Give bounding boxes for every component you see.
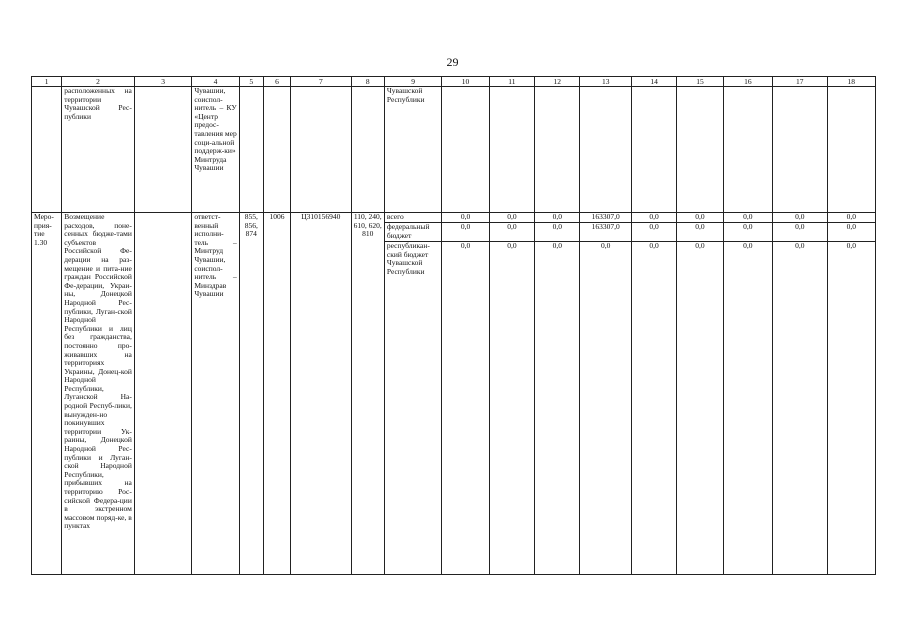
cell: [291, 87, 352, 213]
value: 0,0: [442, 213, 488, 223]
cell: [535, 87, 580, 213]
value: 0,0: [649, 241, 659, 250]
cell: [723, 87, 772, 213]
funding-source-cont: Чувашской Республики: [384, 87, 441, 213]
value: 0,0: [846, 241, 856, 250]
cell: [827, 87, 876, 213]
cell: [134, 213, 191, 575]
year-values: [535, 213, 580, 575]
page-number: 29: [446, 55, 459, 69]
value: 0,0: [677, 223, 722, 242]
value: 0,0: [773, 223, 826, 242]
budget-table: [31, 76, 876, 575]
year-values: [677, 213, 723, 575]
cell: [239, 87, 263, 213]
column-header: 11: [489, 77, 534, 87]
measure-id: Меро-прия-тие 1.30: [32, 213, 62, 575]
funding-source: федеральный бюджет: [385, 223, 441, 242]
column-header: 3: [134, 77, 191, 87]
year-values: [723, 213, 772, 575]
column-header: 12: [535, 77, 580, 87]
expense-type-code: 110, 240, 610, 620, 810: [351, 213, 384, 575]
measure-name: Возмещение расходов, поне-сенных бюдже-тами субъектов Российской Фе-дерации на раз-мещение и пита-ние граждан Российской Фе-дерации, Украи-ны, Донецкой Народной Рес-публики, Луган-ской Народной Республики и лиц без гражданства, постоянно про-живавших на территориях Украины, Донец-кой Народной Республики, Луганской На-родной Респуб-лики, вынужден-но покинувших территории Ук-раины, Донецкой Народной Рес-публики и Луган-ской Народной Республики, прибывших на территорию Рос-сийской Федера-ции в экстренном массовом поряд-ке, в пунктах: [62, 213, 135, 575]
cell: [134, 87, 191, 213]
column-header: 18: [827, 77, 876, 87]
value: 163307,0: [580, 223, 630, 242]
column-header: 16: [723, 77, 772, 87]
column-header: 2: [62, 77, 135, 87]
cell: [677, 87, 723, 213]
measure-name-cont: расположенных на территории Чувашской Рес-публики: [62, 87, 135, 213]
column-header: 17: [773, 77, 827, 87]
value: 0,0: [552, 241, 562, 250]
column-header: 13: [580, 77, 631, 87]
target-article-code: Ц310156940: [291, 213, 352, 575]
value: 0,0: [535, 213, 579, 223]
value: 0,0: [601, 241, 611, 250]
year-values: [631, 213, 676, 575]
executor: ответст-венный исполни-тель – Минтруд Чувашии, соиспол-нитель – Минздрав Чувашии: [192, 213, 239, 575]
grbs-code: 855, 856, 874: [239, 213, 263, 575]
column-header: 14: [631, 77, 676, 87]
value: 0,0: [632, 213, 676, 223]
value: 0,0: [828, 213, 876, 223]
column-header: 10: [442, 77, 489, 87]
year-values: [442, 213, 489, 575]
value: 0,0: [795, 241, 805, 250]
value: 0,0: [724, 223, 772, 242]
column-header: 7: [291, 77, 352, 87]
value: 0,0: [632, 223, 676, 242]
cell: [263, 87, 290, 213]
value: 0,0: [773, 213, 826, 223]
cell: [580, 87, 631, 213]
cell: [32, 87, 62, 213]
value: 0,0: [743, 241, 753, 250]
column-header: 15: [677, 77, 723, 87]
value: 0,0: [490, 223, 534, 242]
column-header: 5: [239, 77, 263, 87]
cell: [442, 87, 489, 213]
cell: [351, 87, 384, 213]
funding-source: всего: [385, 213, 441, 223]
column-header: 9: [384, 77, 441, 87]
value: 0,0: [724, 213, 772, 223]
year-values: [580, 213, 631, 575]
value: 163307,0: [580, 213, 630, 223]
header-row: [32, 77, 876, 87]
cell: [631, 87, 676, 213]
year-values: [773, 213, 827, 575]
value: 0,0: [442, 223, 488, 242]
executor-cont: Чувашии, соиспол-нитель – КУ «Центр предос-тавления мер соци-альной поддерж-ки» Минтруда Чувашии: [192, 87, 239, 213]
value: 0,0: [507, 241, 517, 250]
column-header: 1: [32, 77, 62, 87]
column-header: 4: [192, 77, 239, 87]
value: 0,0: [535, 223, 579, 242]
year-values: [827, 213, 876, 575]
column-header: 6: [263, 77, 290, 87]
funding-source: республикан-ский бюджет Чувашской Республики: [386, 241, 430, 276]
funding-sources: [384, 213, 441, 575]
value: 0,0: [695, 241, 705, 250]
column-header: 8: [351, 77, 384, 87]
value: 0,0: [460, 241, 471, 250]
cell: [773, 87, 827, 213]
year-values: [489, 213, 534, 575]
cell: [489, 87, 534, 213]
continuation-row: [32, 87, 876, 213]
value: 0,0: [677, 213, 722, 223]
measure-row: [32, 213, 876, 575]
value: 0,0: [490, 213, 534, 223]
value: 0,0: [828, 223, 876, 242]
section-code: 1006: [263, 213, 290, 575]
